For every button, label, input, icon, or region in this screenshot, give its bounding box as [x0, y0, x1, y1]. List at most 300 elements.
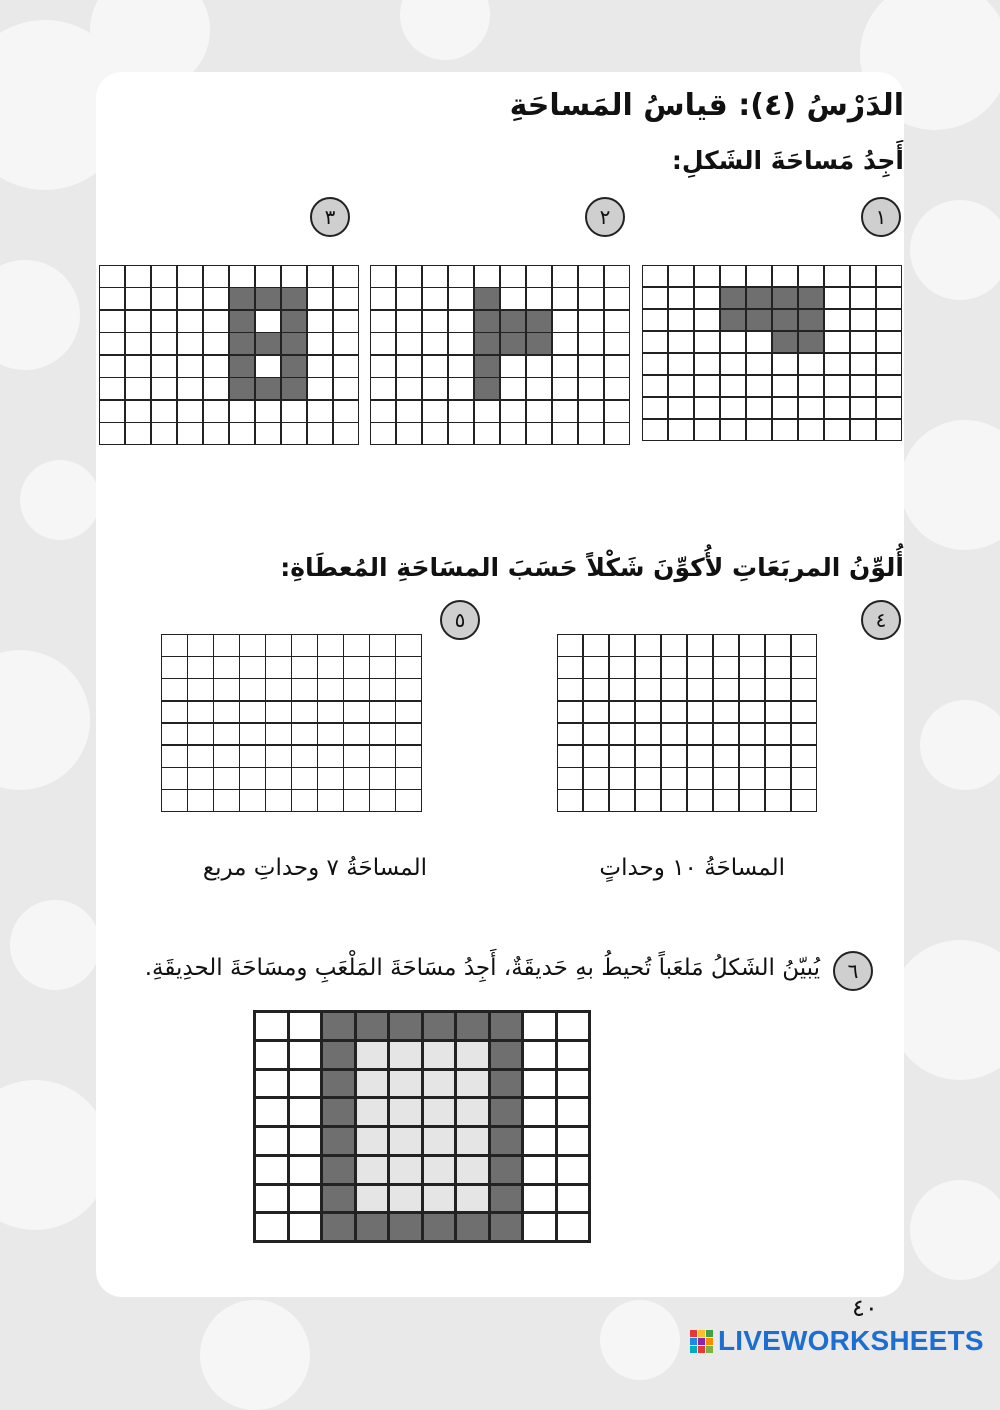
grid-cell[interactable]: [558, 702, 582, 723]
grid-cell: [424, 1099, 455, 1125]
grid-cell[interactable]: [266, 657, 291, 678]
grid-cell: [282, 423, 306, 444]
grid-cell: [553, 266, 577, 287]
grid-cell: [851, 376, 875, 396]
grid-cell[interactable]: [188, 768, 213, 789]
grid-cell: [491, 1214, 522, 1240]
grid-cell: [457, 1186, 488, 1212]
grid-cell[interactable]: [792, 746, 816, 767]
grid-cell[interactable]: [266, 768, 291, 789]
grid-cell[interactable]: [292, 657, 317, 678]
grid-cell[interactable]: [266, 724, 291, 745]
grid-cell[interactable]: [396, 702, 421, 723]
grid-cell: [669, 420, 693, 440]
grid-cell[interactable]: [370, 657, 395, 678]
grid-cell[interactable]: [162, 635, 187, 656]
grid-cell: [204, 423, 228, 444]
grid-cell: [643, 310, 667, 330]
grid-cell: [323, 1013, 354, 1039]
grid-cell: [204, 333, 228, 354]
grid-cell[interactable]: [214, 746, 239, 767]
grid-cell[interactable]: [370, 679, 395, 700]
grid-cell: [579, 423, 603, 444]
grid-cell[interactable]: [240, 790, 265, 811]
grid-cell: [643, 288, 667, 308]
grid-cell[interactable]: [740, 724, 764, 745]
grid-cell: [152, 266, 176, 287]
grid-cell[interactable]: [292, 768, 317, 789]
grid-cell[interactable]: [714, 768, 738, 789]
grid-cell[interactable]: [740, 746, 764, 767]
grid-cell[interactable]: [162, 790, 187, 811]
grid-cell: [851, 398, 875, 418]
grid-cell: [423, 266, 447, 287]
grid-cell[interactable]: [792, 768, 816, 789]
grid-cell[interactable]: [396, 746, 421, 767]
grid-cell: [449, 356, 473, 377]
grid-cell[interactable]: [292, 790, 317, 811]
grid-cell: [256, 288, 280, 309]
grid-cell: [390, 1186, 421, 1212]
grid-cell[interactable]: [558, 657, 582, 678]
grid-cell: [825, 398, 849, 418]
grid-cell: [773, 420, 797, 440]
grid-cell[interactable]: [558, 679, 582, 700]
grid-cell: [605, 288, 629, 309]
grid-cell[interactable]: [766, 746, 790, 767]
grid-cell: [100, 401, 124, 422]
grid-cell: [457, 1071, 488, 1097]
grid-cell[interactable]: [396, 657, 421, 678]
grid-cell[interactable]: [688, 768, 712, 789]
grid-cell: [290, 1071, 321, 1097]
grid-cell[interactable]: [584, 746, 608, 767]
grid-cell: [308, 311, 332, 332]
grid-cell: [475, 401, 499, 422]
grid-cell: [799, 266, 823, 286]
grid-cell[interactable]: [162, 746, 187, 767]
grid-cell[interactable]: [370, 768, 395, 789]
grid-cell[interactable]: [266, 746, 291, 767]
area-label-4: المساحَةُ ١٠ وحداتٍ: [599, 855, 785, 881]
grid-cell[interactable]: [188, 702, 213, 723]
grid-cell: [799, 420, 823, 440]
question-number-3: ٣: [310, 197, 350, 237]
grid-cell: [721, 332, 745, 352]
grid-cell[interactable]: [188, 790, 213, 811]
grid-cell: [230, 378, 254, 399]
grid-cell[interactable]: [240, 724, 265, 745]
grid-cell[interactable]: [636, 635, 660, 656]
grid-cell[interactable]: [662, 657, 686, 678]
grid-cell[interactable]: [688, 746, 712, 767]
grid-cell[interactable]: [396, 724, 421, 745]
grid-cell: [334, 401, 358, 422]
grid-cell: [323, 1157, 354, 1183]
grid-cell[interactable]: [344, 746, 369, 767]
grid-cell: [825, 376, 849, 396]
grid-cell: [357, 1128, 388, 1154]
grid-cell: [397, 401, 421, 422]
grid-cell: [669, 288, 693, 308]
grid-cell[interactable]: [610, 702, 634, 723]
grid-cell[interactable]: [584, 702, 608, 723]
grid-cell: [424, 1042, 455, 1068]
grid-cell: [605, 311, 629, 332]
grid-cell[interactable]: [662, 702, 686, 723]
grid-cell[interactable]: [240, 768, 265, 789]
grid-cell[interactable]: [370, 790, 395, 811]
grid-cell: [643, 332, 667, 352]
grid-cell: [334, 288, 358, 309]
grid-cell[interactable]: [584, 768, 608, 789]
grid-cell: [695, 376, 719, 396]
grid-cell[interactable]: [662, 724, 686, 745]
grid-cell[interactable]: [740, 635, 764, 656]
grid-cell: [825, 420, 849, 440]
grid-cell: [669, 266, 693, 286]
grid-cell: [256, 378, 280, 399]
grid-cell: [524, 1071, 555, 1097]
grid-cell[interactable]: [610, 746, 634, 767]
grid-cell: [371, 288, 395, 309]
grid-cell: [204, 288, 228, 309]
grid-cell: [126, 423, 150, 444]
grid-cell: [799, 288, 823, 308]
grid-cell: [178, 288, 202, 309]
grid-cell[interactable]: [688, 790, 712, 811]
grid-cell: [256, 401, 280, 422]
grid-cell[interactable]: [188, 679, 213, 700]
grid-cell[interactable]: [636, 790, 660, 811]
grid-cell: [695, 398, 719, 418]
grid-cell[interactable]: [214, 657, 239, 678]
grid-cell[interactable]: [240, 679, 265, 700]
grid-cell[interactable]: [240, 657, 265, 678]
grid-cell[interactable]: [688, 657, 712, 678]
grid-cell: [256, 423, 280, 444]
grid-cell: [527, 423, 551, 444]
grid-cell: [290, 1186, 321, 1212]
grid-cell[interactable]: [610, 768, 634, 789]
grid-cell[interactable]: [688, 635, 712, 656]
grid-cell[interactable]: [584, 679, 608, 700]
grid-cell[interactable]: [266, 702, 291, 723]
grid-cell: [669, 332, 693, 352]
grid-cell[interactable]: [318, 657, 343, 678]
grid-cell[interactable]: [344, 724, 369, 745]
grid-cell: [553, 356, 577, 377]
grid-cell[interactable]: [740, 702, 764, 723]
grid-cell[interactable]: [214, 679, 239, 700]
grid-cell[interactable]: [662, 635, 686, 656]
grid-cell[interactable]: [318, 635, 343, 656]
grid-cell[interactable]: [558, 724, 582, 745]
grid-cell[interactable]: [792, 679, 816, 700]
grid-cell[interactable]: [688, 702, 712, 723]
grid-cell[interactable]: [188, 724, 213, 745]
grid-cell[interactable]: [740, 679, 764, 700]
grid-cell: [579, 333, 603, 354]
grid-cell[interactable]: [610, 657, 634, 678]
grid-cell: [152, 288, 176, 309]
grid-cell[interactable]: [714, 635, 738, 656]
grid-cell[interactable]: [584, 657, 608, 678]
grid-cell: [290, 1157, 321, 1183]
grid-cell: [390, 1099, 421, 1125]
instruction-find-area: أَجِدُ مَساحَةَ الشَكلِ:: [671, 146, 904, 175]
grid-cell[interactable]: [714, 679, 738, 700]
grid-cell: [475, 356, 499, 377]
grid-cell[interactable]: [558, 746, 582, 767]
grid-cell[interactable]: [740, 790, 764, 811]
grid-cell[interactable]: [714, 702, 738, 723]
grid-cell[interactable]: [370, 746, 395, 767]
grid-cell: [501, 288, 525, 309]
grid-cell[interactable]: [636, 679, 660, 700]
grid-cell[interactable]: [162, 768, 187, 789]
grid-cell: [256, 1186, 287, 1212]
grid-cell[interactable]: [740, 657, 764, 678]
grid-cell[interactable]: [584, 790, 608, 811]
grid-cell[interactable]: [344, 768, 369, 789]
grid-cell: [457, 1157, 488, 1183]
grid-cell[interactable]: [240, 702, 265, 723]
grid-cell: [553, 423, 577, 444]
grid-cell: [501, 356, 525, 377]
grid-cell[interactable]: [636, 702, 660, 723]
grid-cell[interactable]: [766, 657, 790, 678]
grid-cell[interactable]: [344, 679, 369, 700]
grid-cell[interactable]: [558, 635, 582, 656]
grid-cell: [579, 378, 603, 399]
grid-cell: [605, 356, 629, 377]
grid-cell: [230, 356, 254, 377]
grid-cell: [524, 1042, 555, 1068]
grid-cell[interactable]: [636, 657, 660, 678]
grid-cell[interactable]: [662, 746, 686, 767]
grid-cell: [579, 288, 603, 309]
grid-cell[interactable]: [318, 724, 343, 745]
grid-cell: [423, 401, 447, 422]
grid-cell: [282, 378, 306, 399]
grid-cell[interactable]: [370, 724, 395, 745]
grid-cell[interactable]: [240, 746, 265, 767]
grid-cell[interactable]: [714, 746, 738, 767]
grid-cell[interactable]: [714, 657, 738, 678]
grid-cell[interactable]: [266, 635, 291, 656]
grid-cell: [397, 378, 421, 399]
grid-cell[interactable]: [292, 679, 317, 700]
grid-cell[interactable]: [318, 768, 343, 789]
grid-cell[interactable]: [766, 679, 790, 700]
grid-cell: [449, 378, 473, 399]
grid-cell[interactable]: [214, 635, 239, 656]
grid-cell: [457, 1128, 488, 1154]
grid-cell[interactable]: [792, 724, 816, 745]
coloring-grid-5[interactable]: [161, 634, 422, 812]
grid-cell: [449, 266, 473, 287]
grid-cell: [491, 1042, 522, 1068]
grid-cell: [695, 266, 719, 286]
grid-cell: [126, 311, 150, 332]
grid-cell[interactable]: [318, 790, 343, 811]
grid-cell: [424, 1157, 455, 1183]
grid-cell[interactable]: [766, 790, 790, 811]
grid-cell[interactable]: [792, 635, 816, 656]
grid-cell[interactable]: [766, 768, 790, 789]
grid-cell[interactable]: [396, 790, 421, 811]
grid-cell: [773, 310, 797, 330]
grid-cell[interactable]: [610, 679, 634, 700]
grid-cell[interactable]: [344, 790, 369, 811]
grid-cell[interactable]: [292, 746, 317, 767]
grid-cell[interactable]: [188, 657, 213, 678]
grid-cell: [524, 1099, 555, 1125]
grid-cell[interactable]: [636, 724, 660, 745]
question-number-6: ٦: [833, 951, 873, 991]
grid-cell[interactable]: [344, 635, 369, 656]
grid-cell: [747, 288, 771, 308]
grid-cell: [605, 266, 629, 287]
grid-cell: [334, 423, 358, 444]
grid-cell: [424, 1013, 455, 1039]
grid-cell[interactable]: [396, 679, 421, 700]
coloring-grid-4[interactable]: [557, 634, 817, 812]
grid-cell: [371, 423, 395, 444]
grid-cell[interactable]: [584, 635, 608, 656]
grid-cell: [100, 378, 124, 399]
question-number-1: ١: [861, 197, 901, 237]
grid-cell[interactable]: [740, 768, 764, 789]
grid-cell[interactable]: [344, 702, 369, 723]
grid-cell: [126, 266, 150, 287]
grid-cell: [390, 1157, 421, 1183]
grid-cell[interactable]: [558, 790, 582, 811]
grid-cell[interactable]: [636, 746, 660, 767]
grid-cell: [643, 354, 667, 374]
grid-cell: [747, 354, 771, 374]
grid-cell[interactable]: [162, 679, 187, 700]
grid-cell: [423, 311, 447, 332]
grid-cell: [475, 288, 499, 309]
grid-cell[interactable]: [766, 724, 790, 745]
grid-cell[interactable]: [688, 724, 712, 745]
grid-cell: [457, 1099, 488, 1125]
grid-cell[interactable]: [292, 635, 317, 656]
grid-cell[interactable]: [240, 635, 265, 656]
grid-cell: [558, 1157, 589, 1183]
grid-cell: [100, 423, 124, 444]
grid-cell[interactable]: [162, 724, 187, 745]
grid-cell: [308, 401, 332, 422]
grid-cell[interactable]: [214, 790, 239, 811]
grid-cell: [152, 401, 176, 422]
grid-cell: [457, 1214, 488, 1240]
grid-cell[interactable]: [610, 635, 634, 656]
grid-cell: [308, 266, 332, 287]
shape-grid-3: [99, 265, 359, 445]
grid-cell: [230, 333, 254, 354]
grid-cell[interactable]: [662, 790, 686, 811]
grid-cell[interactable]: [558, 768, 582, 789]
grid-cell[interactable]: [662, 768, 686, 789]
grid-cell[interactable]: [370, 702, 395, 723]
grid-cell: [178, 311, 202, 332]
grid-cell[interactable]: [344, 657, 369, 678]
grid-cell[interactable]: [214, 724, 239, 745]
grid-cell[interactable]: [370, 635, 395, 656]
grid-cell[interactable]: [292, 702, 317, 723]
grid-cell[interactable]: [318, 679, 343, 700]
grid-cell: [501, 378, 525, 399]
grid-cell[interactable]: [792, 790, 816, 811]
grid-cell: [308, 378, 332, 399]
grid-cell: [669, 376, 693, 396]
question-number-5: ٥: [440, 600, 480, 640]
grid-cell: [152, 356, 176, 377]
grid-cell: [334, 378, 358, 399]
grid-cell: [126, 288, 150, 309]
grid-cell[interactable]: [688, 679, 712, 700]
grid-cell[interactable]: [610, 724, 634, 745]
liveworksheets-logo: [690, 1323, 984, 1359]
page-number: ٤٠: [852, 1294, 878, 1322]
grid-cell[interactable]: [266, 679, 291, 700]
grid-cell[interactable]: [636, 768, 660, 789]
grid-cell: [290, 1099, 321, 1125]
grid-cell[interactable]: [792, 702, 816, 723]
grid-cell: [877, 420, 901, 440]
grid-cell: [397, 423, 421, 444]
grid-cell: [643, 266, 667, 286]
grid-cell[interactable]: [662, 679, 686, 700]
grid-cell[interactable]: [584, 724, 608, 745]
grid-cell[interactable]: [214, 768, 239, 789]
grid-cell[interactable]: [162, 702, 187, 723]
grid-cell[interactable]: [714, 790, 738, 811]
grid-cell[interactable]: [266, 790, 291, 811]
grid-cell: [256, 356, 280, 377]
grid-cell[interactable]: [396, 768, 421, 789]
grid-cell: [491, 1157, 522, 1183]
grid-cell[interactable]: [396, 635, 421, 656]
grid-cell: [230, 401, 254, 422]
grid-cell[interactable]: [188, 635, 213, 656]
grid-cell[interactable]: [792, 657, 816, 678]
grid-cell: [290, 1214, 321, 1240]
grid-cell: [423, 333, 447, 354]
grid-cell: [475, 423, 499, 444]
grid-cell: [256, 1042, 287, 1068]
grid-cell[interactable]: [318, 702, 343, 723]
grid-cell[interactable]: [766, 635, 790, 656]
grid-cell[interactable]: [714, 724, 738, 745]
grid-cell: [851, 332, 875, 352]
grid-cell: [553, 378, 577, 399]
grid-cell[interactable]: [318, 746, 343, 767]
grid-cell: [323, 1071, 354, 1097]
grid-cell: [390, 1071, 421, 1097]
grid-cell[interactable]: [188, 746, 213, 767]
grid-cell: [799, 354, 823, 374]
grid-cell[interactable]: [162, 657, 187, 678]
grid-cell: [501, 266, 525, 287]
grid-cell[interactable]: [766, 702, 790, 723]
grid-cell[interactable]: [214, 702, 239, 723]
grid-cell[interactable]: [292, 724, 317, 745]
grid-cell[interactable]: [610, 790, 634, 811]
